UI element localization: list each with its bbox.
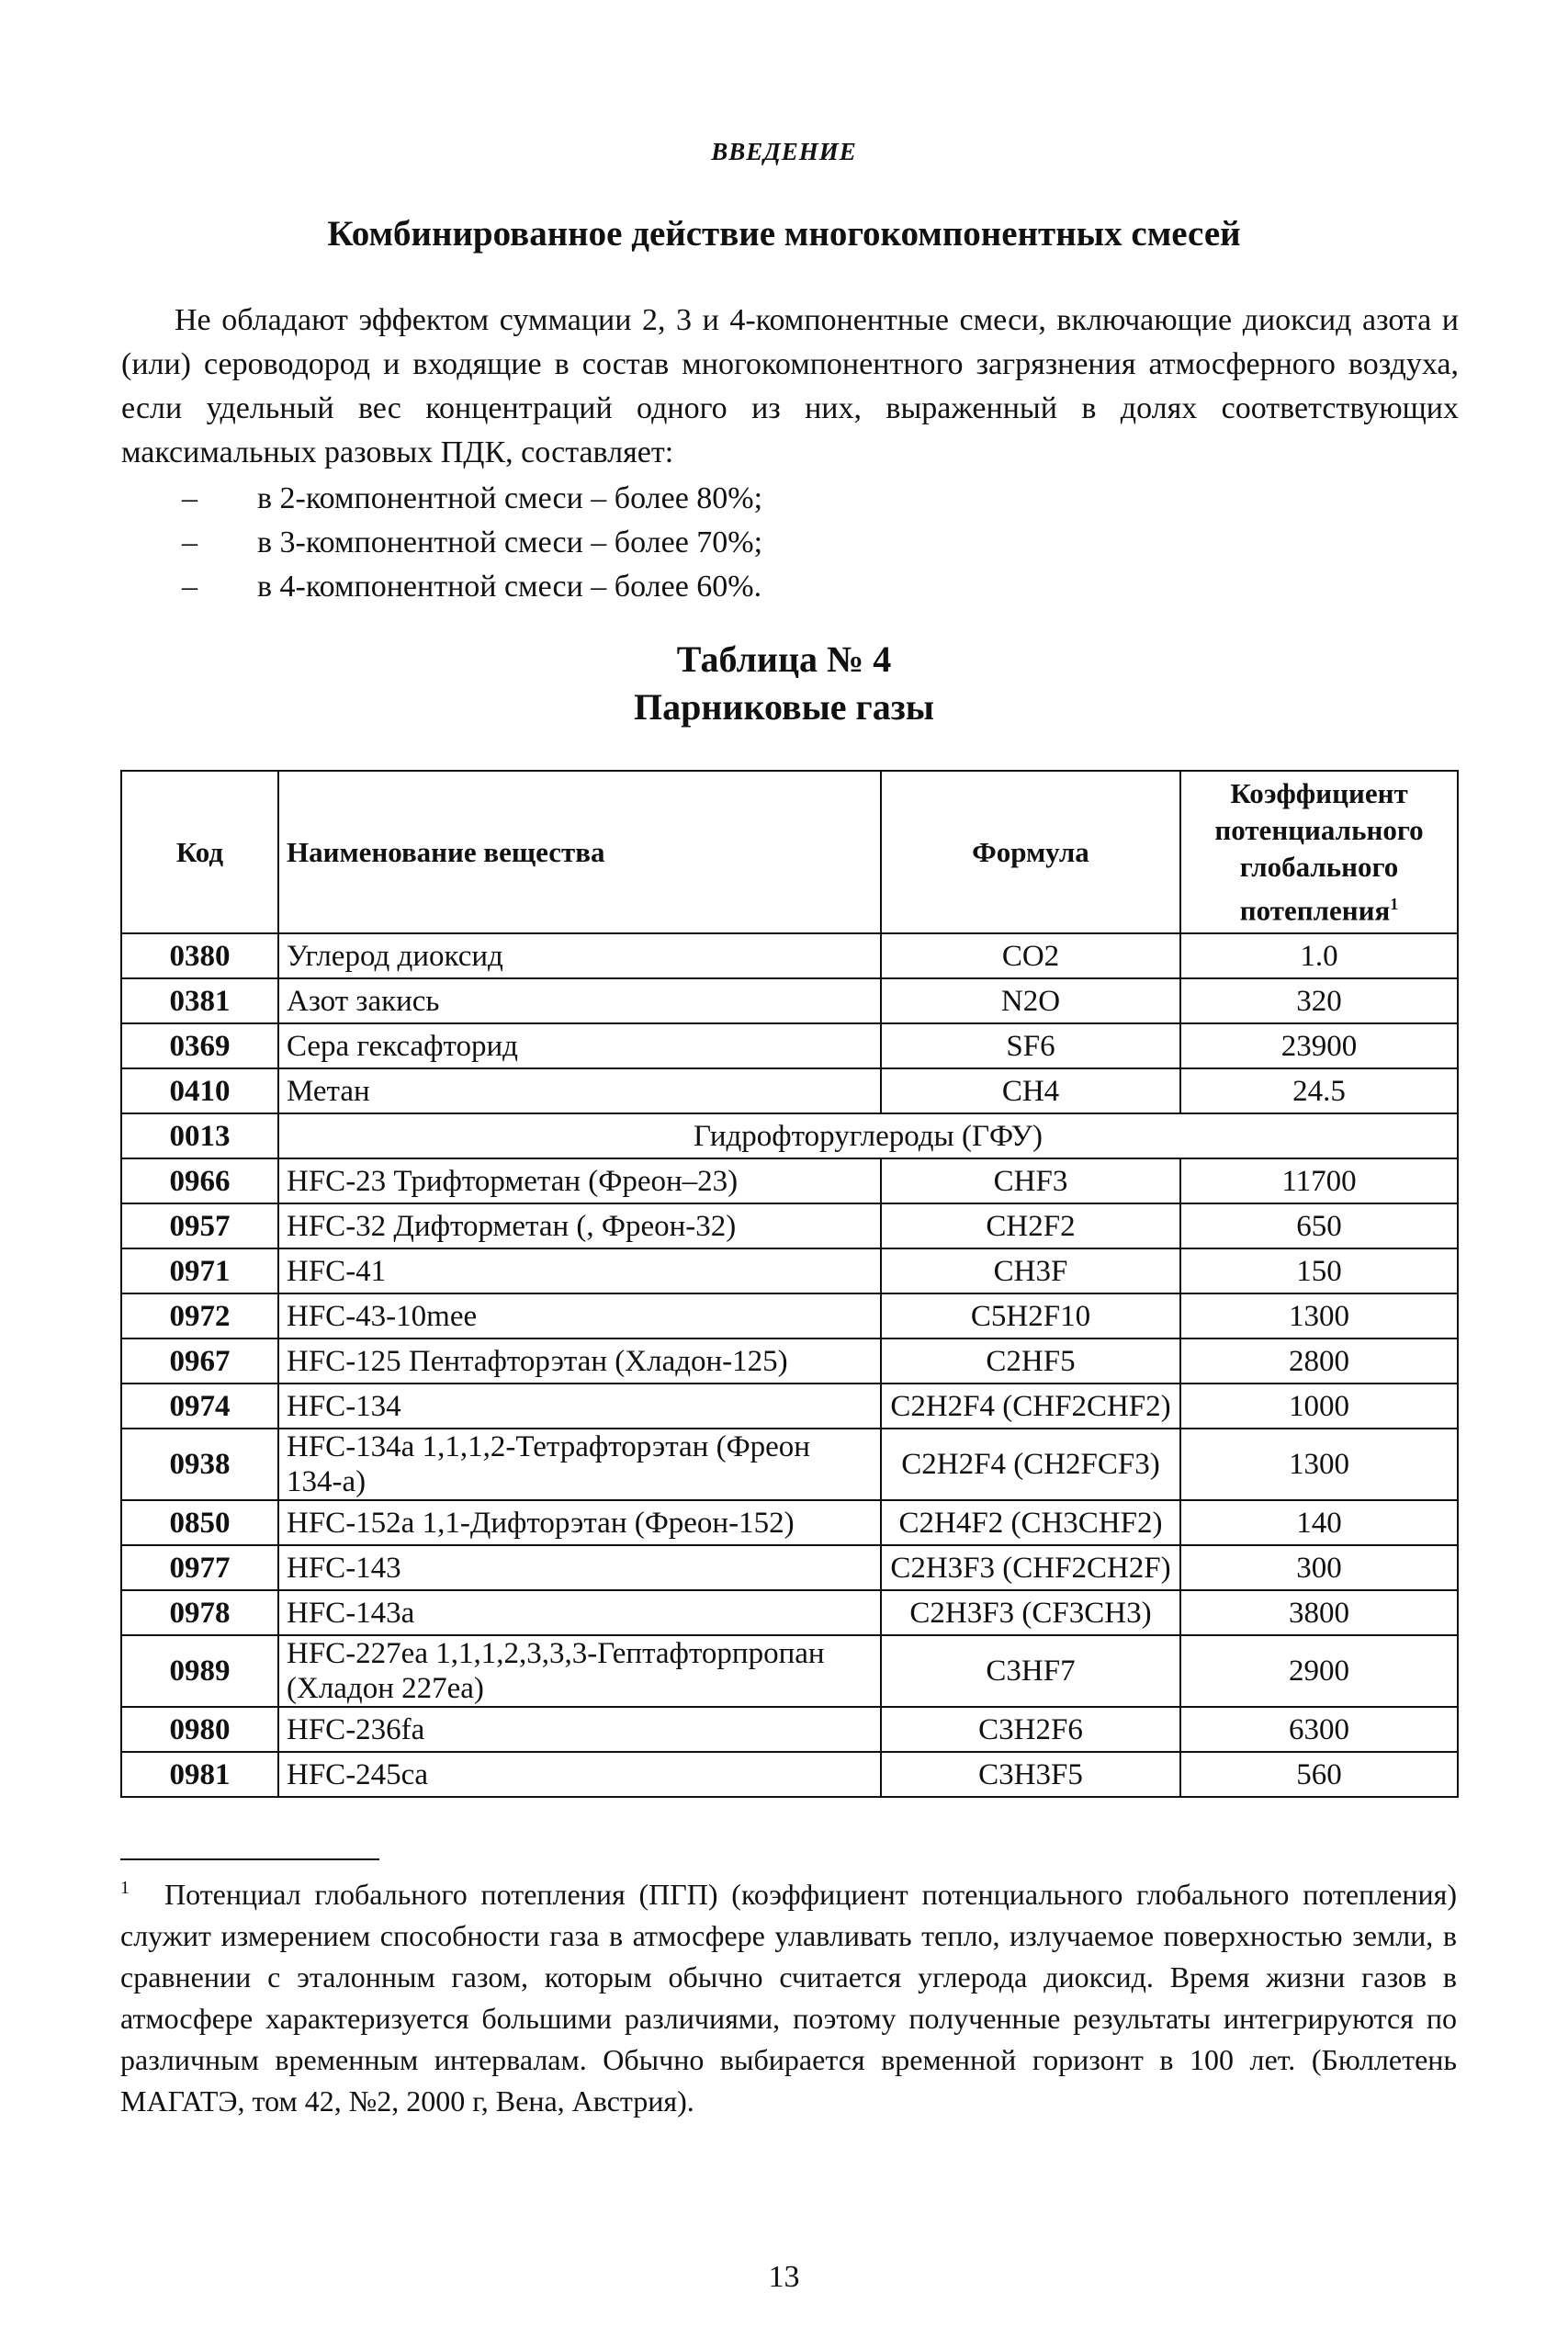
cell-name: Метан [278, 1068, 881, 1113]
table-row [121, 1752, 1458, 1797]
cell-formula: C3HF7 [881, 1635, 1180, 1707]
cell-code: 0380 [121, 933, 278, 978]
cell-coefficient: 320 [1180, 978, 1458, 1023]
cell-formula: C2H2F4 (CH2FCF3) [881, 1429, 1180, 1500]
cell-formula: C2H3F3 (CHF2CH2F) [881, 1545, 1180, 1590]
cell-coefficient: 150 [1180, 1248, 1458, 1293]
cell-formula: C2H3F3 (CF3CH3) [881, 1590, 1180, 1635]
cell-name: Углерод диоксид [278, 933, 881, 978]
cell-coefficient: 3800 [1180, 1590, 1458, 1635]
cell-group: Гидрофторуглероды (ГФУ) [278, 1113, 1458, 1158]
cell-coefficient: 650 [1180, 1203, 1458, 1248]
cell-code: 0957 [121, 1203, 278, 1248]
table-row [121, 1203, 1458, 1248]
table-row [121, 1068, 1458, 1113]
cell-name: Азот закись [278, 978, 881, 1023]
cell-name: Сера гексафторид [278, 1023, 881, 1068]
cell-coefficient: 11700 [1180, 1158, 1458, 1203]
table-row [121, 1635, 1458, 1707]
table-row [121, 1023, 1458, 1068]
table-row [121, 1500, 1458, 1545]
cell-code: 0410 [121, 1068, 278, 1113]
cell-code: 0369 [121, 1023, 278, 1068]
header-code: Код [121, 771, 278, 933]
table-body [121, 933, 1458, 1797]
cell-name: HFC-134 [278, 1384, 881, 1429]
cell-code: 0978 [121, 1590, 278, 1635]
cell-formula: CH4 [881, 1068, 1180, 1113]
cell-formula: SF6 [881, 1023, 1180, 1068]
header-name: Наименование вещества [278, 771, 881, 933]
cell-coefficient: 23900 [1180, 1023, 1458, 1068]
footnote-separator [120, 1858, 379, 1860]
footnote-marker: 1 [120, 1878, 130, 1899]
cell-formula: C2H4F2 (CH3CHF2) [881, 1500, 1180, 1545]
table-row [121, 1293, 1458, 1338]
cell-coefficient: 1300 [1180, 1429, 1458, 1500]
cell-coefficient: 1000 [1180, 1384, 1458, 1429]
footnote [120, 1874, 1457, 2122]
list-item [182, 521, 762, 565]
header-formula: Формула [881, 771, 1180, 933]
cell-code: 0972 [121, 1293, 278, 1338]
cell-formula: N2O [881, 978, 1180, 1023]
page-number: 13 [768, 2260, 800, 2294]
cell-name: HFC-143a [278, 1590, 881, 1635]
table-row [121, 1590, 1458, 1635]
running-header: ВВЕДЕНИЕ [711, 138, 857, 165]
cell-formula: C2H2F4 (CHF2CHF2) [881, 1384, 1180, 1429]
cell-name: HFC-23 Трифторметан (Фреон–23) [278, 1158, 881, 1203]
header-coefficient-text: Коэффициент потенциального глобального потепления [1214, 777, 1424, 927]
cell-code: 0971 [121, 1248, 278, 1293]
table-header-row [121, 771, 1458, 933]
intro-paragraph: Не обладают эффектом суммации 2, 3 и 4-компонентные смеси, включающие диоксид азота и (или) сероводород и входящие в состав многокомпонентного загрязнения атмосферного воздуха, если удельный вес концентраций одного из них, выраженный в долях соответствующих максимальных разовых ПДК, составляет: [121, 303, 1459, 469]
list-item-text: в 3-компонентной смеси – более 70%; [257, 525, 763, 559]
cell-code: 0966 [121, 1158, 278, 1203]
header-coefficient [1180, 771, 1458, 933]
cell-coefficient: 300 [1180, 1545, 1458, 1590]
table-row [121, 1545, 1458, 1590]
cell-formula: CH3F [881, 1248, 1180, 1293]
cell-name: HFC-152a 1,1-Дифторэтан (Фреон-152) [278, 1500, 881, 1545]
cell-formula: C3H3F5 [881, 1752, 1180, 1797]
cell-formula: CHF3 [881, 1158, 1180, 1203]
footnote-reference: 1 [1390, 895, 1399, 913]
cell-name: HFC-134a 1,1,1,2-Тетрафторэтан (Фреон 134-а) [278, 1429, 881, 1500]
table-row [121, 1707, 1458, 1752]
table-row [121, 1158, 1458, 1203]
cell-code: 0980 [121, 1707, 278, 1752]
cell-code: 0977 [121, 1545, 278, 1590]
cell-coefficient: 24.5 [1180, 1068, 1458, 1113]
table-title: Парниковые газы [633, 686, 935, 728]
cell-coefficient: 1300 [1180, 1293, 1458, 1338]
cell-code: 0967 [121, 1338, 278, 1384]
cell-name: HFC-227ea 1,1,1,2,3,3,3-Гептафторпропан (Хладон 227ea) [278, 1635, 881, 1707]
table-row [121, 1429, 1458, 1500]
table-row [121, 1113, 1458, 1158]
dash-marker: – [182, 570, 197, 604]
cell-name: HFC-125 Пентафторэтан (Хладон-125) [278, 1338, 881, 1384]
dash-marker: – [182, 525, 197, 559]
section-title: Комбинированное действие многокомпонентных смесей [327, 214, 1241, 254]
footnote-text: Потенциал глобального потепления (ПГП) (коэффициент потенциального глобального потепления) служит измерением способности газа в атмосфере улавливать тепло, излучаемое поверхностью земли, в сравнении с эталонным газом, которым обычно считается углерода диоксид. Время жизни газов в атмосфере характеризуется большими различиями, поэтому полученные результаты интегрируются по различным временным интервалам. Обычно выбирается временной горизонт в 100 лет. (Бюллетень МАГАТЭ, том 42, №2, 2000 г, Вена, Австрия). [120, 1878, 1457, 2118]
table-row [121, 1384, 1458, 1429]
cell-formula: C3H2F6 [881, 1707, 1180, 1752]
table-caption [0, 636, 1568, 731]
dash-marker: – [182, 481, 197, 515]
cell-name: HFC-43-10mee [278, 1293, 881, 1338]
list-item-text: в 4-компонентной смеси – более 60%. [257, 570, 762, 604]
table-row [121, 1248, 1458, 1293]
cell-name: HFC-245ca [278, 1752, 881, 1797]
cell-formula: CO2 [881, 933, 1180, 978]
cell-code: 0381 [121, 978, 278, 1023]
cell-coefficient: 6300 [1180, 1707, 1458, 1752]
cell-formula: C5H2F10 [881, 1293, 1180, 1338]
table-row [121, 978, 1458, 1023]
cell-formula: C2HF5 [881, 1338, 1180, 1384]
cell-coefficient: 2900 [1180, 1635, 1458, 1707]
cell-coefficient: 140 [1180, 1500, 1458, 1545]
cell-code: 0981 [121, 1752, 278, 1797]
list-item [182, 565, 762, 609]
cell-code: 0989 [121, 1635, 278, 1707]
cell-coefficient: 560 [1180, 1752, 1458, 1797]
cell-code: 0013 [121, 1113, 278, 1158]
list-item-text: в 2-компонентной смеси – более 80%; [257, 481, 763, 515]
cell-code: 0850 [121, 1500, 278, 1545]
cell-coefficient: 2800 [1180, 1338, 1458, 1384]
cell-name: HFC-41 [278, 1248, 881, 1293]
cell-name: HFC-143 [278, 1545, 881, 1590]
table-row [121, 1338, 1458, 1384]
cell-coefficient: 1.0 [1180, 933, 1458, 978]
cell-formula: CH2F2 [881, 1203, 1180, 1248]
table-number: Таблица № 4 [676, 638, 892, 680]
cell-name: HFC-236fa [278, 1707, 881, 1752]
greenhouse-gases-table [120, 770, 1459, 1798]
cell-name: HFC-32 Дифторметан (, Фреон-32) [278, 1203, 881, 1248]
percentage-list [182, 477, 762, 609]
cell-code: 0938 [121, 1429, 278, 1500]
cell-code: 0974 [121, 1384, 278, 1429]
table-row [121, 933, 1458, 978]
list-item [182, 477, 762, 521]
